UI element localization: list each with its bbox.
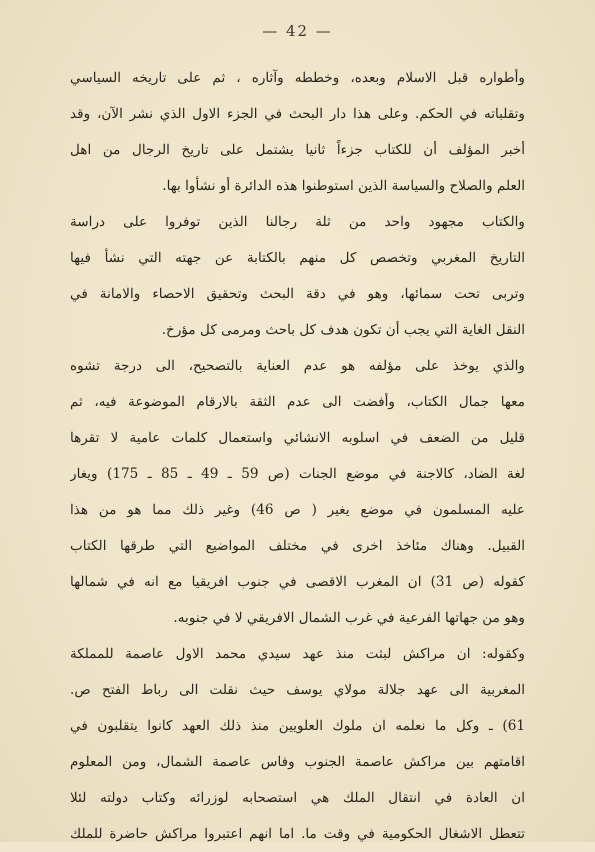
text-line: والذي يوخذ على مؤلفه هو عدم العناية بالتصحيح، الى درجة تشوه [70,358,525,374]
text-line: عليه المسلمون في موضع يغير ( ص 46) وغير ذلك مما هو من هذا [70,502,525,518]
text-line: والكتاب مجهود واحد من ثلة رجالنا الذين توفروا على دراسة [70,214,525,230]
text-line: وتربى تحت سمائها، وهو في دقة البحث وتحقيق الاحصاء والامانة في [70,286,525,302]
text-line: العلم والصلاح والسياسة الذين استوطنوا هذه الدائرة أو نشأوا بها. [162,178,525,194]
text-line: لغة الضاد، كالاجنة في موضع الجنات (ص 59 ـ 49 ـ 85 ـ 175) ويغار [70,466,525,482]
text-line: تتعطل الاشغال الحكومية في وقت ما. اما انهم اعتبروا مراكش حاضرة للملك [70,826,525,842]
text-line: معها جمال الكتاب، وأفضت الى عدم الثقة بالارقام الموضوعة فيه، ثم [70,394,525,410]
text-line: المغربية الى عهد جلالة مولاي يوسف حيث نقلت الى رباط الفتح ص. [70,682,525,698]
text-line: ان العادة في انتقال الملك هي استصحابه لوزرائه وكتاب دولته لئلا [70,790,525,806]
text-line: التاريخ المغربي وتخصص كل منهم بالكتابة عن جهته التي نشأ فيها [70,250,525,266]
text-line: 61) ـ وكل ما نعلمه ان ملوك العلويين منذ ذلك العهد كانوا يتقلبون في [70,718,525,734]
text-line: وهو من جهاتها الفرعية في غرب الشمال الافريقي لا في جنوبه. [173,610,525,626]
text-line: النقل الغاية التي يجب أن تكون هدف كل باحث ومرمى كل مؤرخ. [161,322,525,338]
text-line: وكقوله: ان مراكش لبثت منذ عهد سيدي محمد الاول عاصمة للمملكة [70,646,525,662]
text-line: اقامتهم بين مراكش عاصمة الجنوب وفاس عاصمة الشمال، ومن المعلوم [70,754,525,770]
body-text [70,60,525,852]
text-line: وتقلباته في الحكم. وعلى هذا دار البحث في الجزء الاول الذي نشر الآن، وقد [70,106,525,122]
text-line: وأطواره قبل الاسلام وبعده، وخططه وآثاره ، ثم على تاريخه السياسي [70,70,525,86]
page-number: — 42 — [262,22,333,40]
text-line: كقوله (ص 31) ان المغرب الاقصى في جنوب افريقيا مع انه في شمالها [70,574,525,590]
text-line: قليل من الضعف في اسلوبه الانشائي واستعمال كلمات عامية لا تقرها [70,430,525,446]
text-line: أخبر المؤلف أن للكتاب جزءاً ثانيا يشتمل على تاريخ الرجال من اهل [70,142,525,158]
text-line: القبيل. وهناك مئاخذ اخرى في مختلف المواضيع التي طرقها الكتاب [70,538,525,554]
